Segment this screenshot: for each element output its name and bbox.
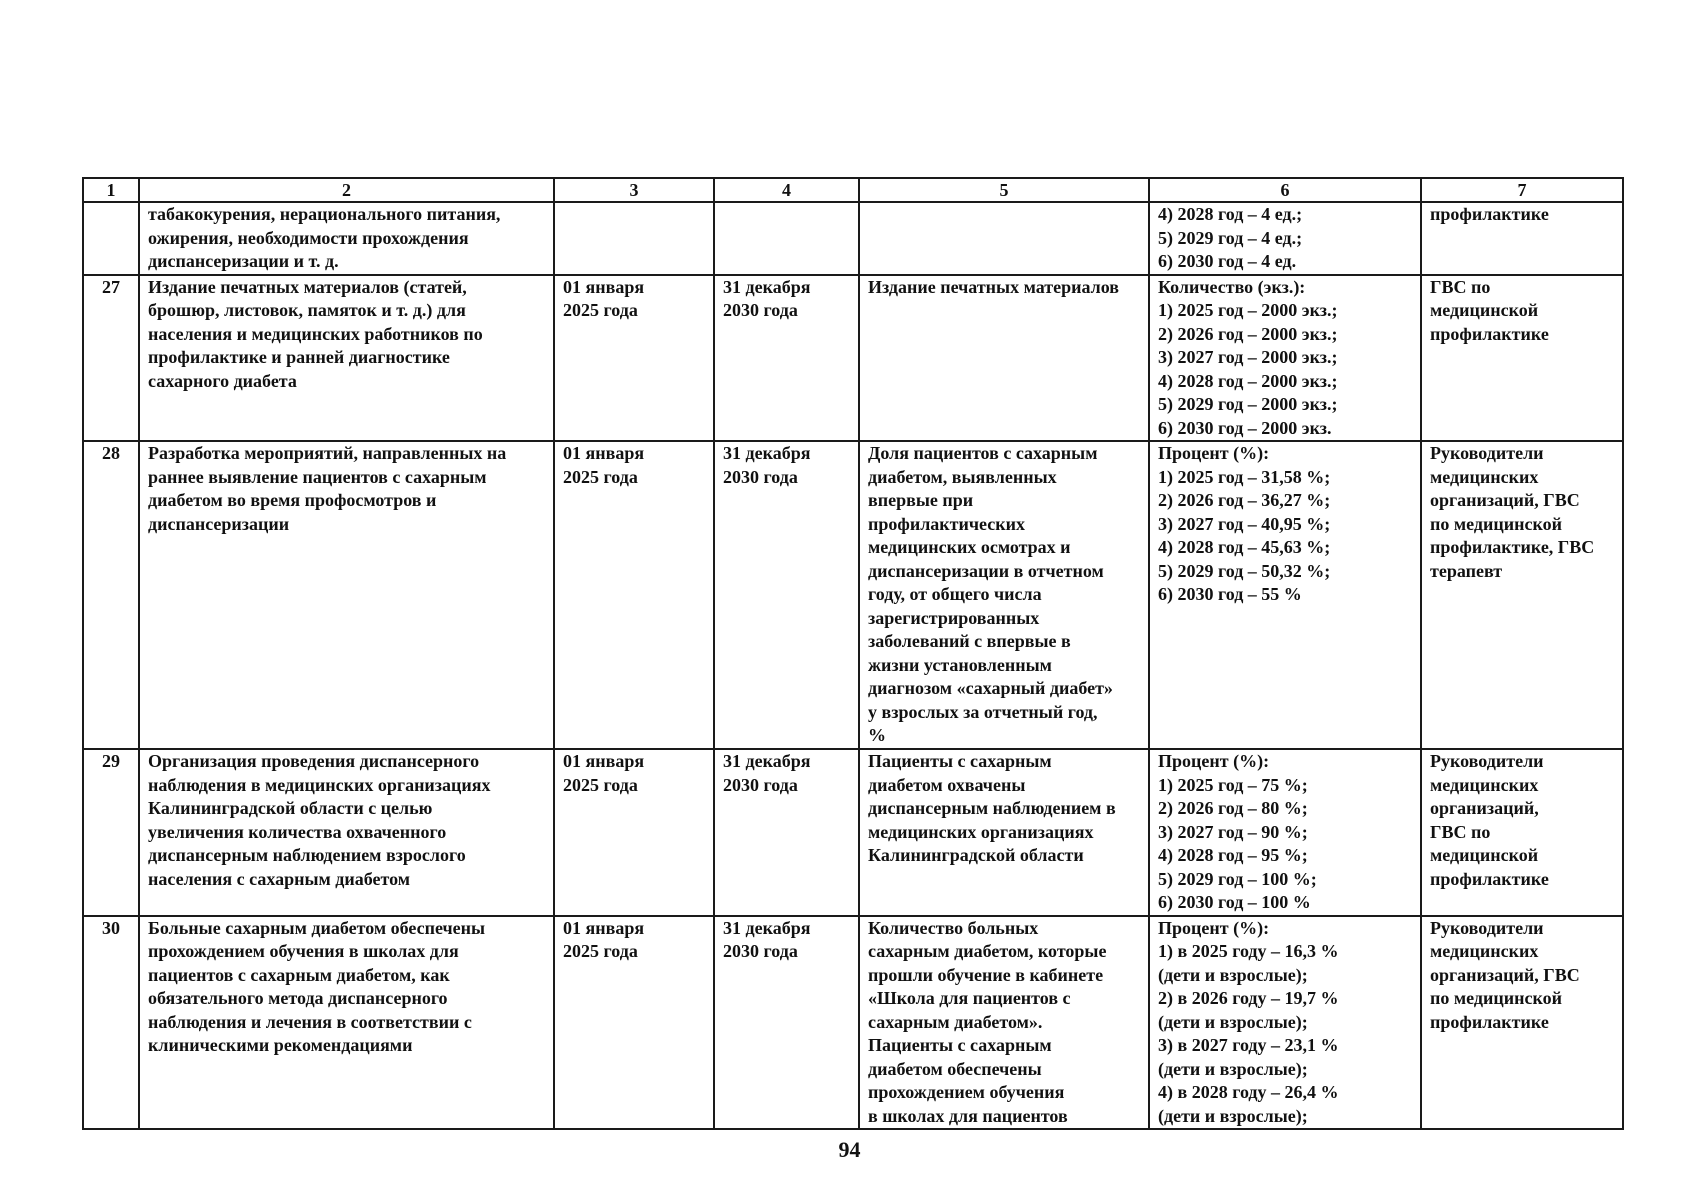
target-values-line: 6) 2030 год – 4 ед. [1158, 251, 1297, 271]
responsible-line: терапевт [1430, 560, 1503, 581]
activity-line: брошюр, листовок, памяток и т. д.) для [148, 300, 466, 320]
activity-line: сахарного диабета [148, 370, 297, 391]
start-date-cell [554, 916, 714, 1130]
responsible-cell [1421, 916, 1623, 1130]
table-header-row [83, 178, 1623, 202]
target-values-line: (дети и взрослые); [1158, 1058, 1308, 1079]
activity-cell [139, 441, 554, 749]
start-date-cell [554, 441, 714, 749]
target-values-cell [1149, 749, 1421, 916]
responsible-line: Руководители [1430, 751, 1544, 771]
column-header-2: 2 [139, 178, 554, 202]
responsible-line: по медицинской [1430, 988, 1562, 1008]
target-values-line: Процент (%): [1158, 443, 1270, 463]
target-values-line: 1) 2025 год – 2000 экз.; [1158, 300, 1338, 320]
responsible-line: профилактике [1430, 204, 1549, 224]
target-values-line: 3) 2027 год – 90 %; [1158, 821, 1308, 842]
activity-line: наблюдения и лечения в соответствии с [148, 1011, 472, 1032]
activity-line: Калининградской области с целью [148, 798, 433, 818]
target-values-line: 5) 2029 год – 2000 экз.; [1158, 394, 1338, 414]
start-date-cell [554, 202, 714, 275]
indicator-line: Издание печатных материалов [868, 276, 1120, 297]
activity-line: наблюдения в медицинских организациях [148, 774, 491, 795]
activity-line: пациентов с сахарным диабетом, как [148, 964, 450, 985]
target-values-line: 6) 2030 год – 55 % [1158, 584, 1302, 604]
indicator-line: диабетом обеспечены [868, 1058, 1042, 1079]
indicator-line: диабетом охвачены [868, 774, 1026, 795]
start-date-cell [554, 275, 714, 442]
indicator-cell [859, 916, 1149, 1130]
start-date-line: 01 января [563, 917, 645, 938]
indicator-line: Пациенты с сахарным [868, 1035, 1052, 1055]
end-date-line: 31 декабря [723, 917, 811, 938]
target-values-line: 1) 2025 год – 31,58 %; [1158, 466, 1331, 487]
end-date-line: 2030 года [723, 941, 798, 961]
indicator-line: в школах для пациентов [868, 1105, 1068, 1126]
responsible-cell [1421, 202, 1623, 275]
target-values-line: 2) в 2026 году – 19,7 % [1158, 988, 1339, 1008]
target-values-line: 3) в 2027 году – 23,1 % [1158, 1035, 1339, 1055]
indicator-cell [859, 749, 1149, 916]
target-values-line: Процент (%): [1158, 917, 1270, 938]
indicator-line: Калининградской области [868, 845, 1084, 865]
indicator-line: Доля пациентов с сахарным [868, 443, 1098, 463]
target-values-line: 2) 2026 год – 36,27 %; [1158, 490, 1331, 510]
indicator-line: профилактических [868, 513, 1025, 534]
table-row [83, 202, 1623, 275]
indicator-line: Количество больных [868, 917, 1039, 938]
activity-line: Организация проведения диспансерного [148, 751, 480, 771]
activity-line: раннее выявление пациентов с сахарным [148, 466, 487, 487]
responsible-line: ГВС по [1430, 276, 1491, 297]
indicator-line: у взрослых за отчетный год, [868, 701, 1098, 722]
responsible-line: организаций, ГВС [1430, 490, 1580, 510]
activity-line: диабетом во время профосмотров и [148, 490, 437, 510]
start-date-line: 2025 года [563, 941, 638, 961]
responsible-line: по медицинской [1430, 513, 1562, 534]
responsible-line: Руководители [1430, 443, 1544, 463]
responsible-line: Руководители [1430, 917, 1544, 938]
page-number: 94 [838, 1137, 861, 1162]
responsible-line: организаций, [1430, 798, 1539, 818]
target-values-line: Процент (%): [1158, 751, 1270, 771]
end-date-cell [714, 441, 859, 749]
activity-line: Разработка мероприятий, направленных на [148, 443, 507, 463]
target-values-line: 5) 2029 год – 100 %; [1158, 868, 1317, 889]
start-date-cell [554, 749, 714, 916]
responsible-cell [1421, 441, 1623, 749]
activity-line: табакокурения, нерационального питания, [148, 204, 501, 224]
end-date-line: 2030 года [723, 466, 798, 487]
activity-cell [139, 202, 554, 275]
table-row [83, 749, 1623, 916]
row-number-cell [83, 202, 139, 275]
target-values-line: (дети и взрослые); [1158, 964, 1308, 985]
column-header-7: 7 [1421, 178, 1623, 202]
target-values-line: 4) в 2028 году – 26,4 % [1158, 1082, 1339, 1102]
responsible-line: ГВС по [1430, 821, 1491, 842]
activity-line: населения и медицинских работников по [148, 323, 483, 344]
target-values-line: 5) 2029 год – 50,32 %; [1158, 560, 1331, 581]
target-values-line: (дети и взрослые); [1158, 1105, 1308, 1126]
column-header-3: 3 [554, 178, 714, 202]
indicator-line: медицинских осмотрах и [868, 537, 1071, 557]
activity-line: увеличения количества охваченного [148, 821, 447, 842]
indicator-line: году, от общего числа [868, 584, 1042, 604]
start-date-line: 01 января [563, 443, 645, 463]
target-values-line: 3) 2027 год – 40,95 %; [1158, 513, 1331, 534]
table-row [83, 441, 1623, 749]
column-header-5: 5 [859, 178, 1149, 202]
target-values-line: (дети и взрослые); [1158, 1011, 1308, 1032]
indicator-cell [859, 202, 1149, 275]
activity-line: Больные сахарным диабетом обеспечены [148, 917, 486, 938]
end-date-line: 31 декабря [723, 751, 811, 771]
indicator-line: заболеваний с впервые в [868, 631, 1071, 651]
responsible-line: медицинских [1430, 466, 1539, 487]
document-table [82, 177, 1624, 1130]
activity-line: прохождением обучения в школах для [148, 941, 459, 961]
table-row [83, 916, 1623, 1130]
target-values-line: 4) 2028 год – 45,63 %; [1158, 537, 1331, 557]
activity-line: диспансеризации [148, 513, 290, 534]
table-row [83, 275, 1623, 442]
activity-line: ожирения, необходимости прохождения [148, 227, 469, 248]
indicator-line: «Школа для пациентов с [868, 988, 1071, 1008]
start-date-line: 2025 года [563, 300, 638, 320]
responsible-line: профилактике [1430, 323, 1549, 344]
end-date-line: 2030 года [723, 300, 798, 320]
activity-cell [139, 916, 554, 1130]
indicator-line: зарегистрированных [868, 607, 1040, 628]
target-values-line: 6) 2030 год – 100 % [1158, 892, 1311, 912]
end-date-cell [714, 916, 859, 1130]
target-values-line: 4) 2028 год – 95 %; [1158, 845, 1308, 865]
target-values-line: 5) 2029 год – 4 ед.; [1158, 227, 1303, 248]
responsible-line: профилактике [1430, 868, 1549, 889]
end-date-line: 2030 года [723, 774, 798, 795]
responsible-cell [1421, 749, 1623, 916]
responsible-line: профилактике, ГВС [1430, 537, 1595, 557]
target-values-line: 4) 2028 год – 2000 экз.; [1158, 370, 1338, 391]
end-date-line: 31 декабря [723, 276, 811, 297]
activity-line: профилактике и ранней диагностике [148, 347, 450, 367]
row-number-cell: 29 [83, 749, 139, 916]
activity-line: обязательного метода диспансерного [148, 988, 448, 1008]
end-date-line: 31 декабря [723, 443, 811, 463]
activity-line: диспансеризации и т. д. [148, 251, 339, 271]
row-number-cell: 30 [83, 916, 139, 1130]
indicator-line: впервые при [868, 490, 974, 510]
end-date-cell [714, 275, 859, 442]
activity-cell [139, 275, 554, 442]
responsible-line: профилактике [1430, 1011, 1549, 1032]
target-values-line: 2) 2026 год – 2000 экз.; [1158, 323, 1338, 344]
activity-line: диспансерным наблюдением взрослого [148, 845, 466, 865]
target-values-cell [1149, 202, 1421, 275]
end-date-cell [714, 202, 859, 275]
activity-cell [139, 749, 554, 916]
start-date-line: 2025 года [563, 466, 638, 487]
indicator-line: диспансеризации в отчетном [868, 560, 1104, 581]
target-values-line: 4) 2028 год – 4 ед.; [1158, 204, 1303, 224]
indicator-line: сахарным диабетом». [868, 1011, 1043, 1032]
indicator-line: жизни установленным [868, 654, 1052, 675]
responsible-line: организаций, ГВС [1430, 964, 1580, 985]
target-values-line: 1) 2025 год – 75 %; [1158, 774, 1308, 795]
row-number-cell: 28 [83, 441, 139, 749]
activity-line: клиническими рекомендациями [148, 1035, 413, 1055]
start-date-line: 01 января [563, 751, 645, 771]
target-values-line: 2) 2026 год – 80 %; [1158, 798, 1308, 818]
column-header-4: 4 [714, 178, 859, 202]
responsible-line: медицинских [1430, 941, 1539, 961]
indicator-cell [859, 275, 1149, 442]
row-number-cell: 27 [83, 275, 139, 442]
target-values-line: 3) 2027 год – 2000 экз.; [1158, 347, 1338, 367]
target-values-cell [1149, 441, 1421, 749]
indicator-line: диспансерным наблюдением в [868, 798, 1116, 818]
target-values-cell [1149, 275, 1421, 442]
responsible-line: медицинских [1430, 774, 1539, 795]
indicator-line: сахарным диабетом, которые [868, 941, 1107, 961]
activity-line: Издание печатных материалов (статей, [148, 276, 467, 297]
responsible-cell [1421, 275, 1623, 442]
start-date-line: 01 января [563, 276, 645, 297]
target-values-line: 6) 2030 год – 2000 экз. [1158, 417, 1332, 438]
responsible-line: медицинской [1430, 845, 1539, 865]
indicator-line: прошли обучение в кабинете [868, 964, 1104, 985]
start-date-line: 2025 года [563, 774, 638, 795]
target-values-line: 1) в 2025 году – 16,3 % [1158, 941, 1339, 961]
column-header-6: 6 [1149, 178, 1421, 202]
indicator-line: % [868, 725, 886, 745]
responsible-line: медицинской [1430, 300, 1539, 320]
target-values-cell [1149, 916, 1421, 1130]
end-date-cell [714, 749, 859, 916]
indicator-line: прохождением обучения [868, 1082, 1065, 1102]
activity-line: населения с сахарным диабетом [148, 868, 411, 889]
indicator-cell [859, 441, 1149, 749]
target-values-line: Количество (экз.): [1158, 276, 1306, 297]
indicator-line: диагнозом «сахарный диабет» [868, 678, 1113, 698]
indicator-line: диабетом, выявленных [868, 466, 1057, 487]
indicator-line: Пациенты с сахарным [868, 751, 1052, 771]
indicator-line: медицинских организациях [868, 821, 1094, 842]
column-header-1: 1 [83, 178, 139, 202]
